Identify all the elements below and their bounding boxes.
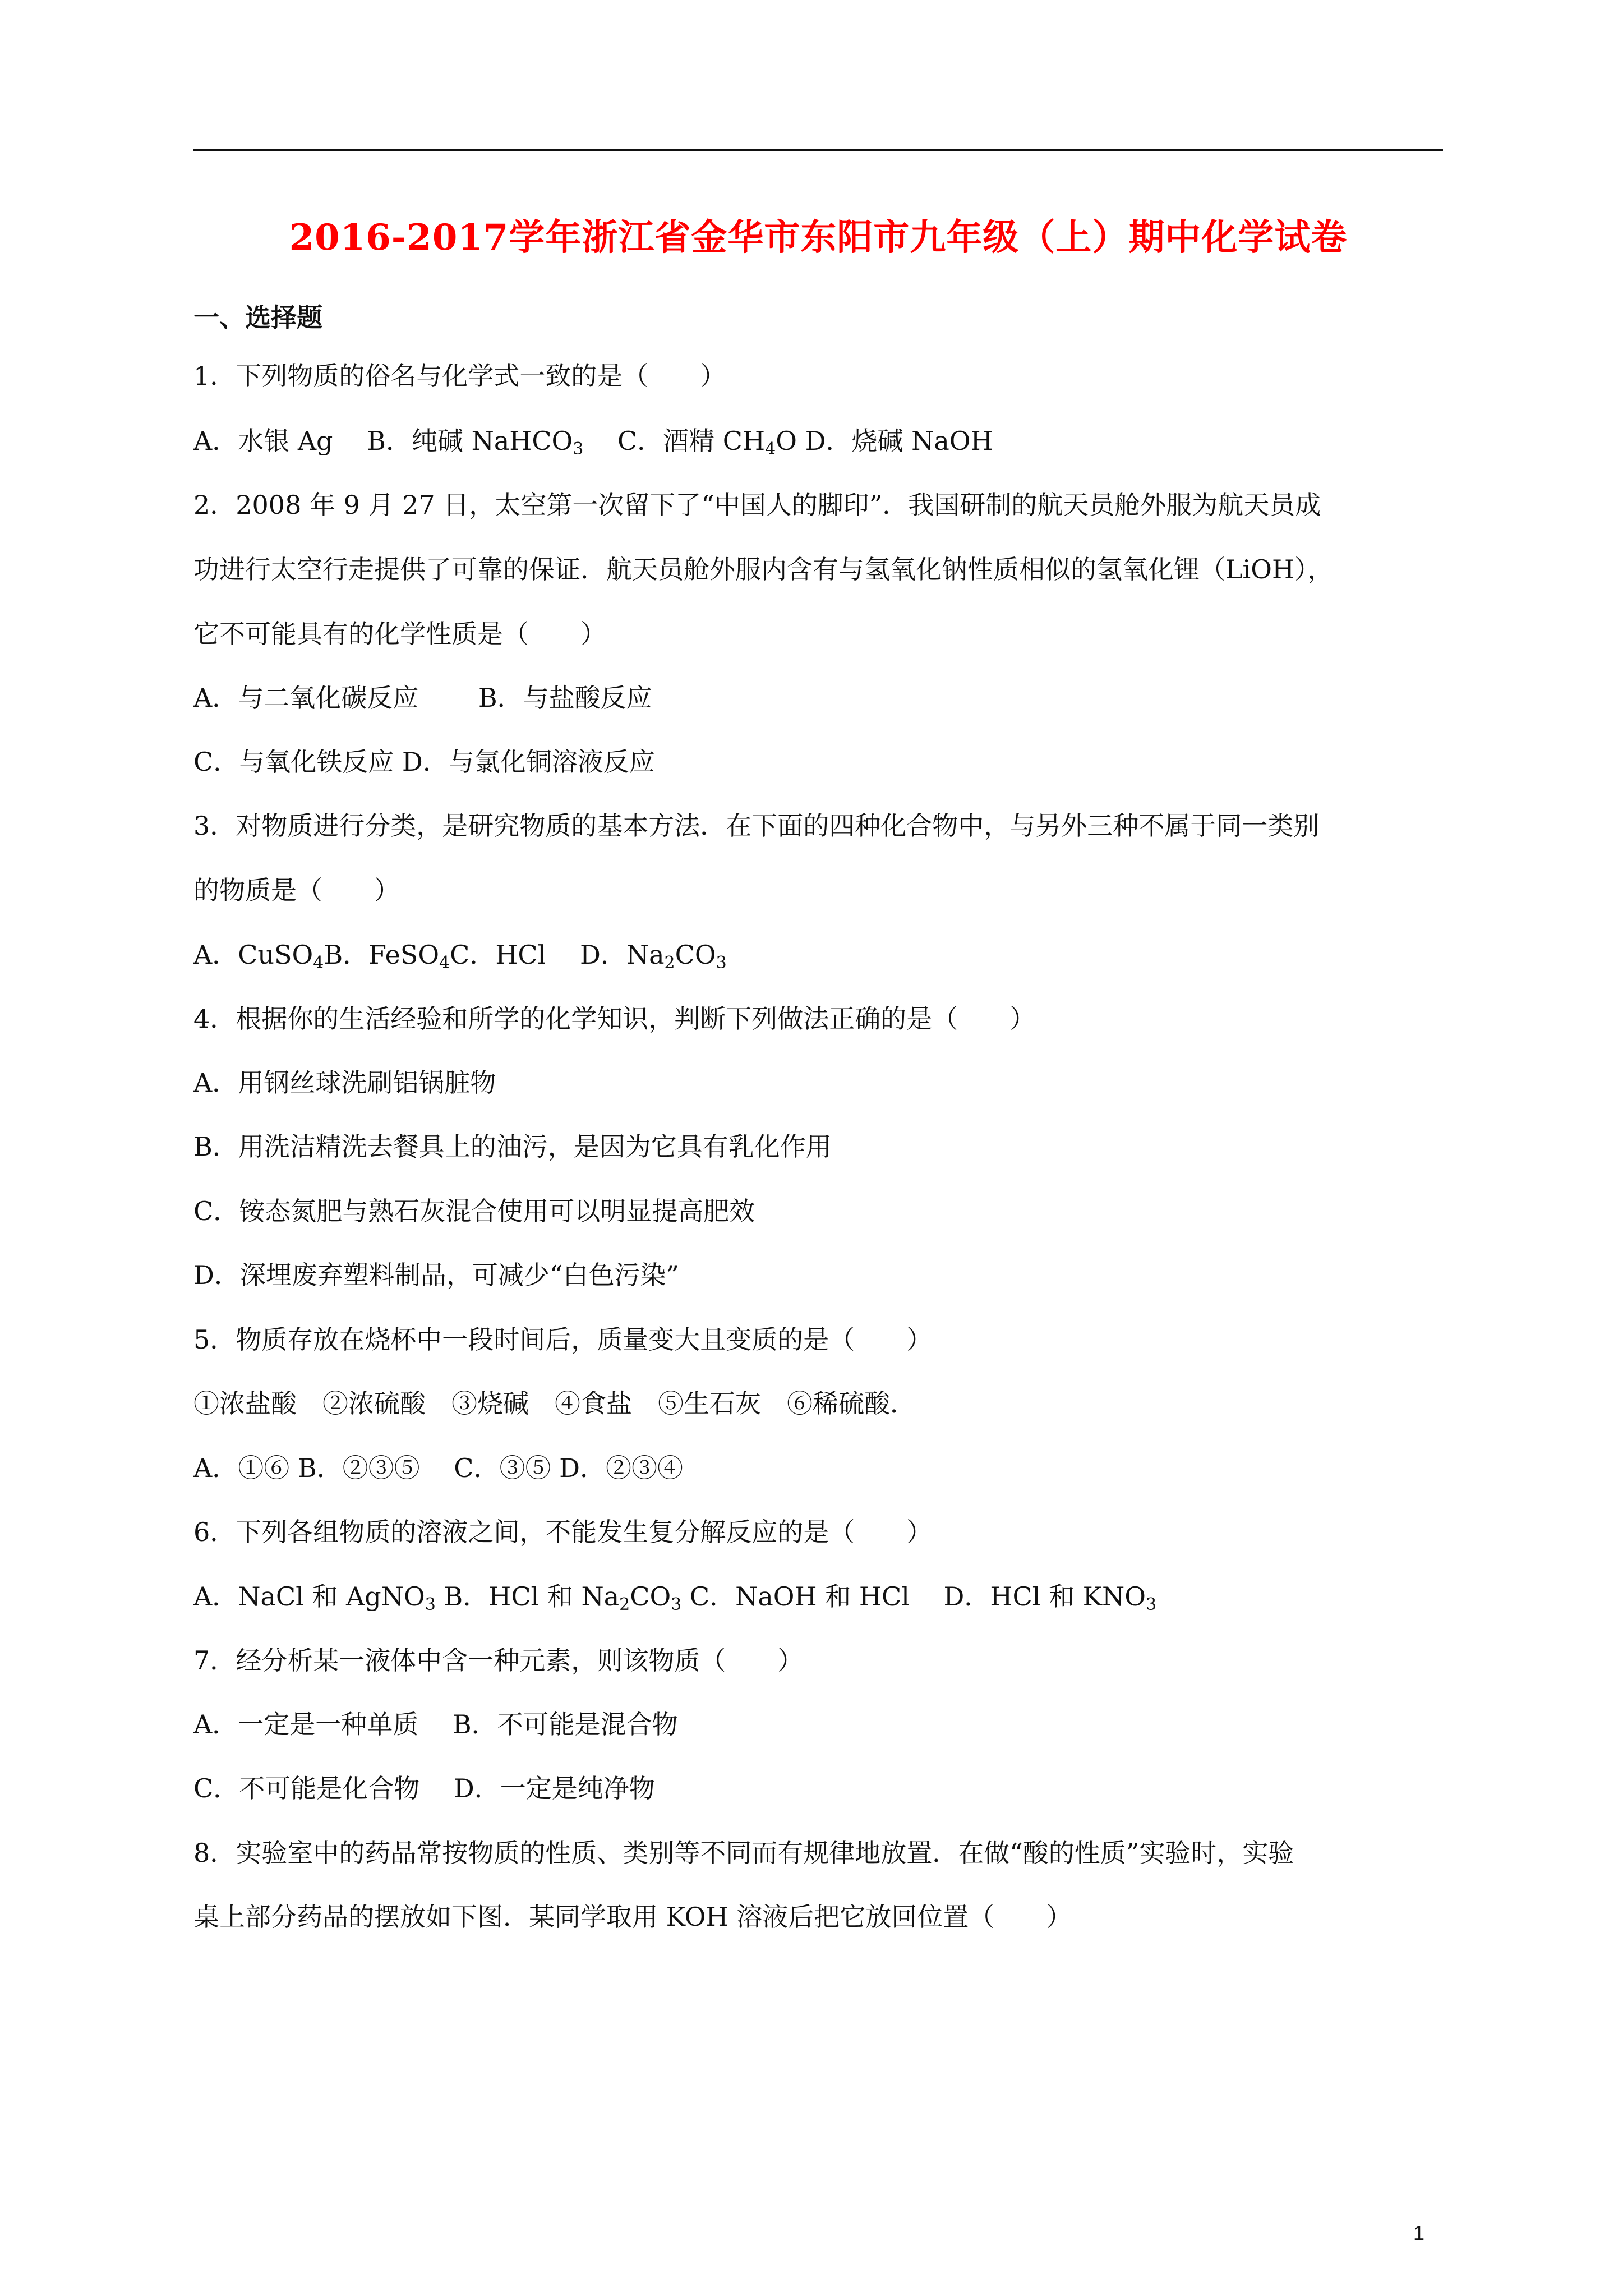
- q6-option-b: B．HCl 和 $Na_2CO_3$: [444, 1581, 682, 1614]
- q5-option-c: C．③⑤: [454, 1453, 551, 1483]
- question-2-line-3: 它不可能具有的化学性质是（ ）: [193, 619, 606, 649]
- question-2-options-cd: [193, 745, 655, 779]
- question-3-options: [193, 938, 727, 972]
- question-3-line-2: 的物质是（ ）: [193, 875, 400, 905]
- q3-option-c: C．HCl: [450, 940, 546, 970]
- q7-option-b: B．不可能是混合物: [452, 1709, 678, 1740]
- q1-option-d: D．烧碱 NaOH: [805, 426, 993, 456]
- q4-option-d: D．深埋废弃塑料制品，可减少“白色污染”: [193, 1260, 679, 1290]
- question-1-options: [193, 424, 993, 458]
- q3-option-b: B．FeSO$_4$: [324, 940, 450, 973]
- question-2-line-2: 功进行太空行走提供了可靠的保证．航天员舱外服内含有与氢氧化钠性质相似的氢氧化锂（LiOH），: [193, 554, 1334, 585]
- q2-option-a: A．与二氧化碳反应: [193, 683, 419, 713]
- question-8-line-2: 桌上部分药品的摆放如下图．某同学取用 KOH 溶液后把它放回位置（ ）: [193, 1902, 1072, 1932]
- question-7-options-cd: [193, 1772, 655, 1805]
- q1-option-c: C．酒精 $CH_4O$: [617, 426, 797, 459]
- page-title: 2016-2017学年浙江省金华市东阳市九年级（上）期中化学试卷: [289, 217, 1348, 259]
- q4-option-a: A．用钢丝球洗刷铝锅脏物: [193, 1068, 496, 1098]
- q5-option-a: A．①⑥: [193, 1453, 290, 1483]
- page-number: 1: [1413, 2221, 1425, 2244]
- q2-option-b: B．与盐酸反应: [478, 683, 652, 713]
- question-8-line-1: 8．实验室中的药品常按物质的性质、类别等不同而有规律地放置．在做“酸的性质”实验时，实验: [193, 1838, 1294, 1868]
- q2-option-c: C．与氧化铁反应: [193, 747, 394, 777]
- q1-option-a: A．水银 Ag: [193, 426, 333, 456]
- q6-option-c: C．NaOH 和 HCl: [689, 1581, 910, 1612]
- question-4-stem: 4．根据你的生活经验和所学的化学知识，判断下列做法正确的是（ ）: [193, 1004, 1036, 1034]
- q5-option-d: D．②③④: [559, 1453, 684, 1483]
- question-7-stem: 7．经分析某一液体中含一种元素，则该物质（ ）: [193, 1645, 804, 1676]
- question-7-options-ab: [193, 1708, 678, 1741]
- question-1-stem: 1．下列物质的俗名与化学式一致的是（ ）: [193, 361, 726, 391]
- question-5-options: [193, 1451, 683, 1485]
- question-5-stem: 5．物质存放在烧杯中一段时间后，质量变大且变质的是（ ）: [193, 1324, 933, 1355]
- q2-option-d: D．与氯化铜溶液反应: [402, 747, 655, 777]
- question-6-stem: 6．下列各组物质的溶液之间，不能发生复分解反应的是（ ）: [193, 1517, 933, 1547]
- q3-option-a: A．CuSO$_4$: [193, 940, 324, 973]
- q6-option-d: D．HCl 和 $KNO_3$: [943, 1581, 1157, 1614]
- header-rule: [193, 149, 1443, 151]
- section-heading: 一、选择题: [193, 302, 322, 333]
- q4-option-c: C．铵态氮肥与熟石灰混合使用可以明显提高肥效: [193, 1196, 755, 1226]
- question-3-line-1: 3．对物质进行分类，是研究物质的基本方法．在下面的四种化合物中，与另外三种不属于同一类别: [193, 811, 1320, 841]
- q1-option-b: B．纯碱 NaHCO$_3$: [367, 426, 584, 459]
- q5-option-b: B．②③⑤: [297, 1453, 420, 1483]
- q7-option-c: C．不可能是化合物: [193, 1773, 420, 1803]
- question-5-items: ①浓盐酸 ②浓硫酸 ③烧碱 ④食盐 ⑤生石灰 ⑥稀硫酸．: [193, 1388, 916, 1419]
- q6-option-a: A．NaCl 和 AgNO$_3$: [193, 1581, 436, 1614]
- q7-option-d: D．一定是纯净物: [453, 1773, 655, 1803]
- q4-option-b: B．用洗洁精洗去餐具上的油污，是因为它具有乳化作用: [193, 1131, 832, 1162]
- question-2-options-ab: [193, 681, 652, 715]
- q3-option-d: D．$Na_2CO_3$: [579, 940, 727, 973]
- question-2-line-1: 2．2008 年 9 月 27 日，太空第一次留下了“中国人的脚印”．我国研制的航天员舱外服为航天员成: [193, 490, 1321, 520]
- question-6-options: [193, 1580, 1156, 1613]
- q7-option-a: A．一定是一种单质: [193, 1709, 419, 1740]
